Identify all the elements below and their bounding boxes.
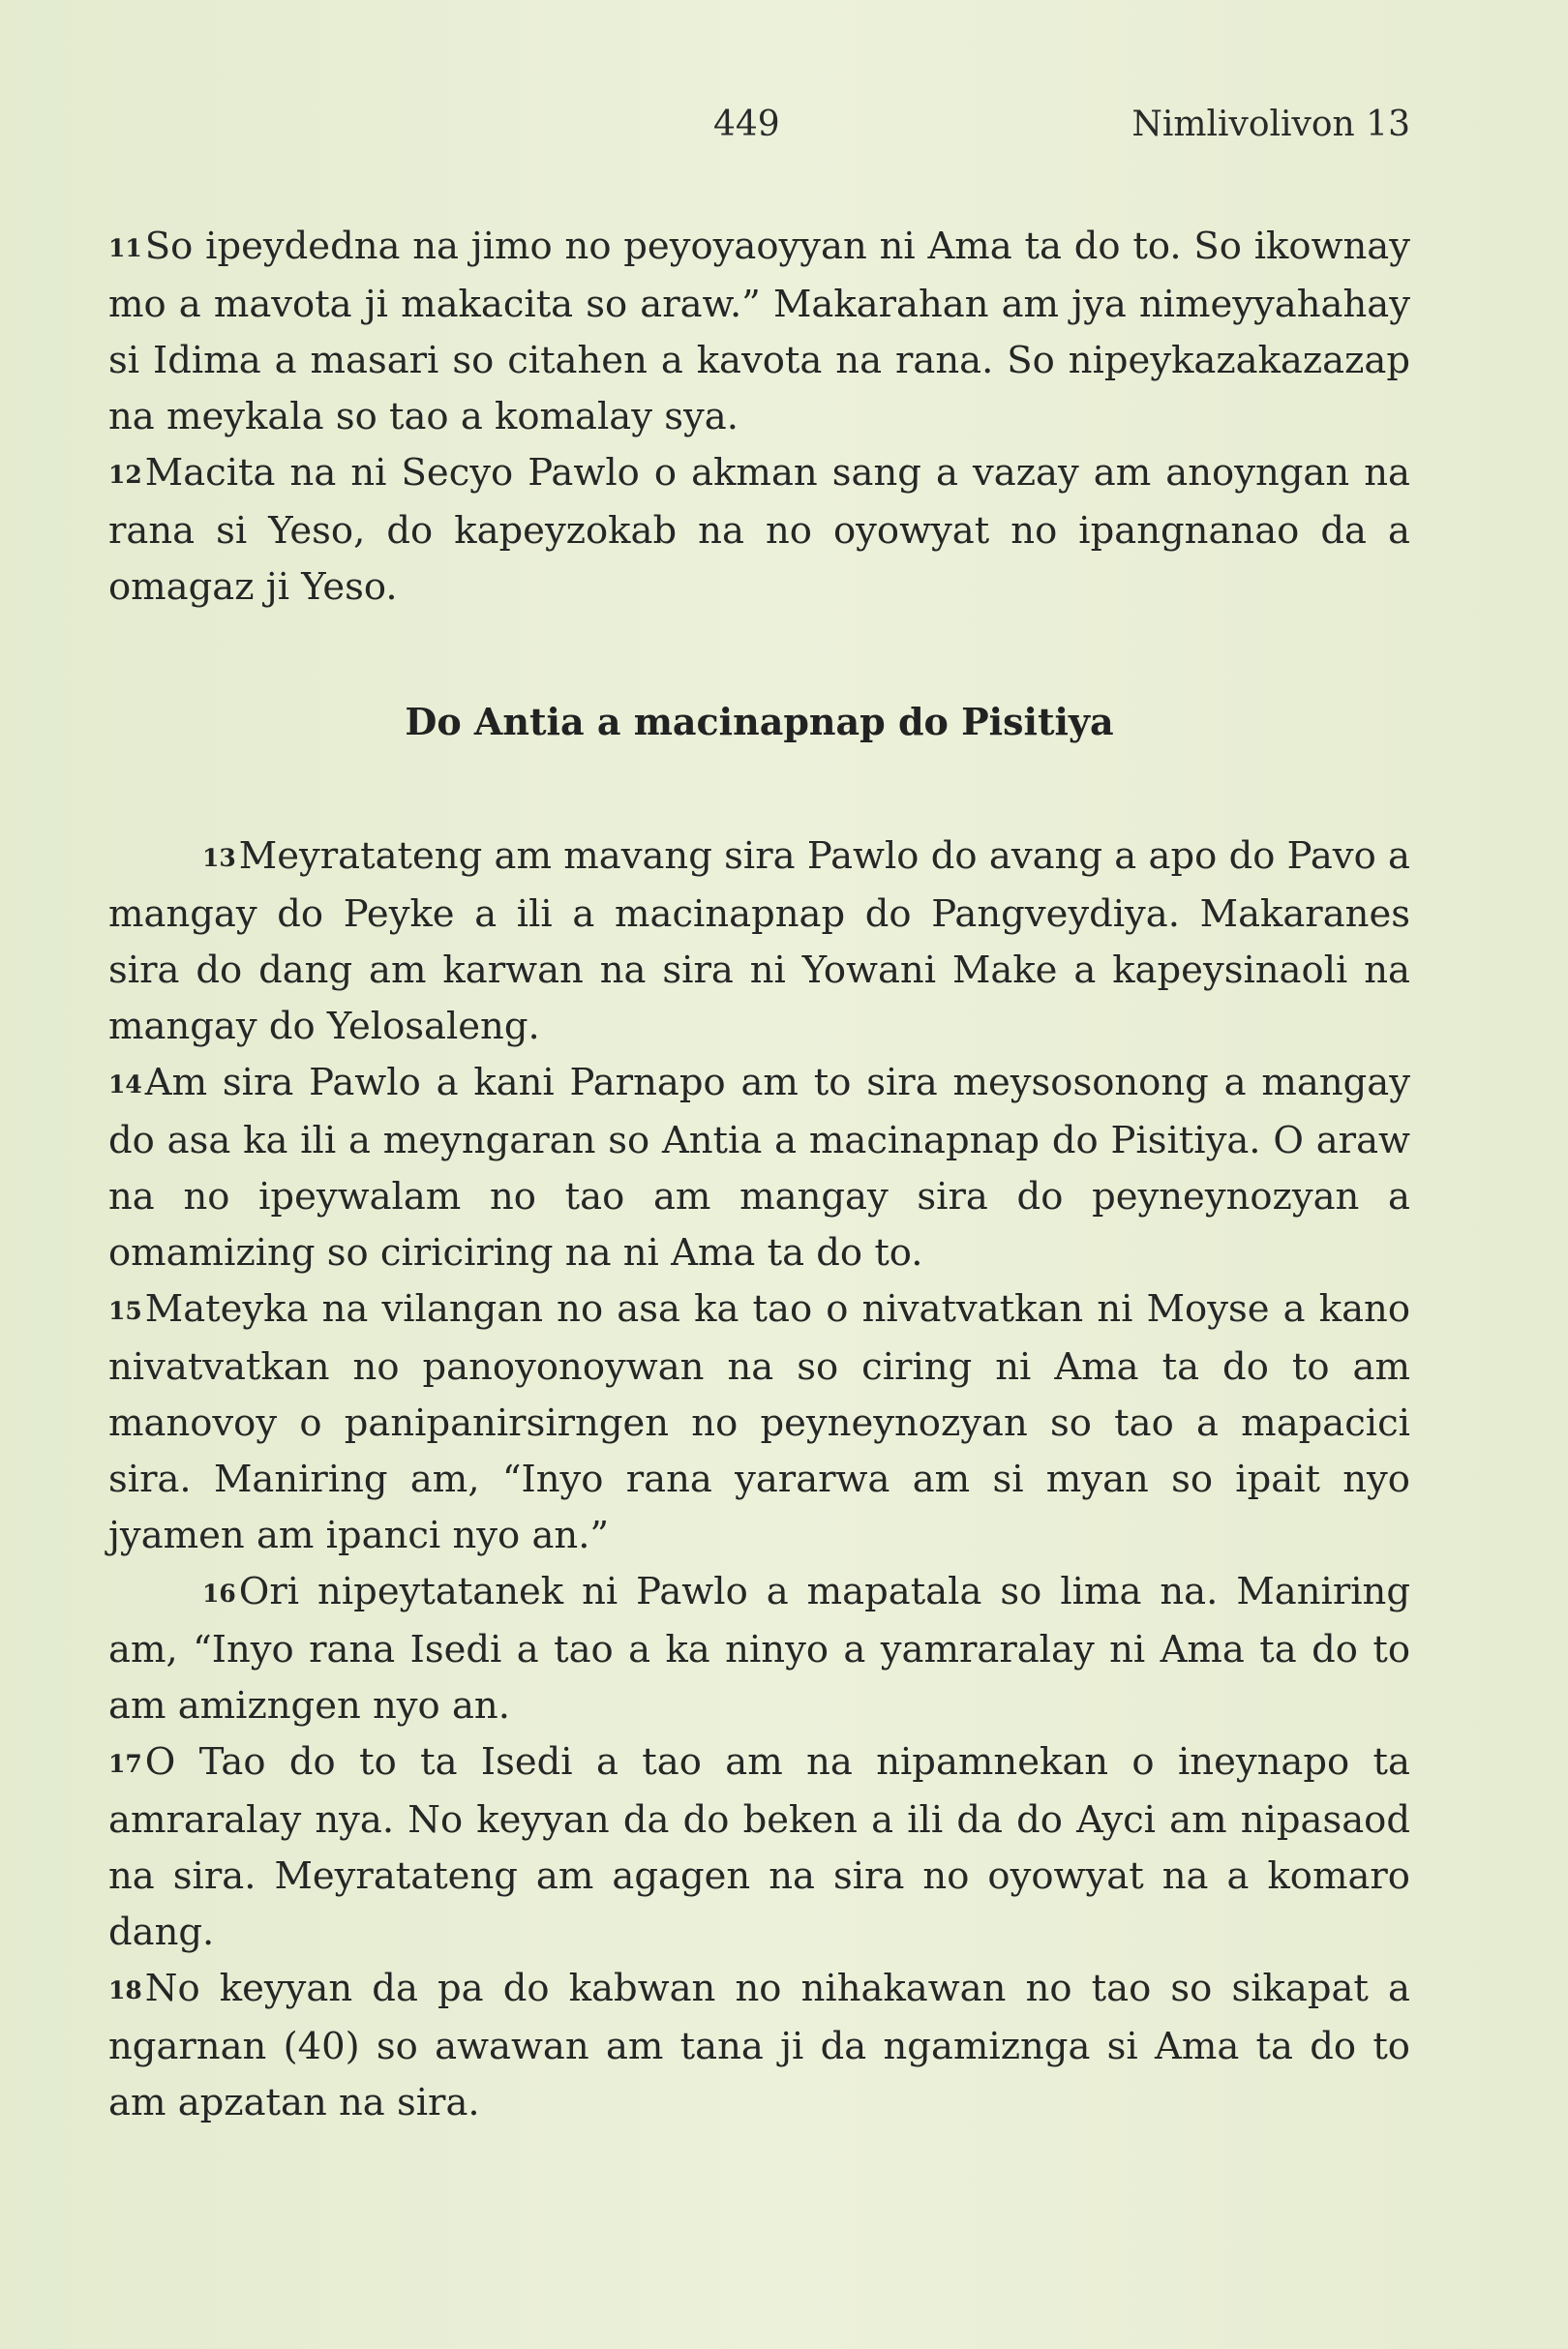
verse-number: 18 <box>108 1976 142 2004</box>
verse-17 <box>108 1734 1410 1961</box>
verse-text: Macita na ni Secyo Pawlo o akman sang a vazay am anoyngan na rana si Yeso, do kapeyzokab na no oyowyat no ipangnanao da a omagaz ji Yeso. <box>108 451 1410 609</box>
verse-text: So ipeydedna na jimo no peyoyaoyyan ni Ama ta do to. So ikownay mo a mavota ji makacita so araw.” Makarahan am jya nimeyyahahay si Idima a masari so citahen a kavota na rana. So nipeykazakazazap na meykala so tao a komalay sya. <box>108 225 1410 438</box>
verse-18 <box>108 1961 1410 2131</box>
verse-12 <box>108 445 1410 616</box>
verse-text: Am sira Pawlo a kani Parnapo am to sira meysosonong a mangay do asa ka ili a meyngaran so Antia a macinapnap do Pisitiya. O araw na no ipeywalam no tao am mangay sira do peyneynozyan a omamizing so ciriciring na ni Ama ta do to. <box>108 1061 1410 1275</box>
verse-13 <box>108 828 1410 1055</box>
verse-text: Meyratateng am mavang sira Pawlo do avang a apo do Pavo a mangay do Peyke a ili a macinapnap do Pangveydiya. Makaranes sira do dang am karwan na sira ni Yowani Make a kapeysinaoli na mangay do Yelosaleng. <box>108 834 1410 1048</box>
verse-number: 17 <box>108 1750 142 1778</box>
verse-number: 14 <box>108 1070 142 1099</box>
verse-text: Ori nipeytatanek ni Pawlo a mapatala so lima na. Maniring am, “Inyo rana Isedi a tao a ka ninyo a yamraralay ni Ama ta do to am amizngen nyo an. <box>108 1570 1410 1728</box>
verse-16 <box>108 1564 1410 1734</box>
body-text <box>108 219 1410 2131</box>
verse-text: Mateyka na vilangan no asa ka tao o nivatvatkan ni Moyse a kano nivatvatkan no panoyonoywan na so ciring ni Ama ta do to am manovoy o panipanirsirngen no peyneynozyan so tao a mapacici sira. Maniring am, “Inyo rana yararwa am si myan so ipait nyo jyamen am ipanci nyo an.” <box>108 1287 1410 1557</box>
page-header <box>108 105 1410 163</box>
section-heading: Do Antia a macinapnap do Pisitiya <box>405 700 1114 743</box>
verse-15 <box>108 1281 1410 1564</box>
page-number: 449 <box>713 105 780 144</box>
verse-text: O Tao do to ta Isedi a tao am na nipamnekan o ineynapo ta amraralay nya. No keyyan da do beken a ili da do Ayci am nipasaod na sira. Meyratateng am agagen na sira no oyowyat na a komaro dang. <box>108 1740 1410 1954</box>
verse-text: No keyyan da pa do kabwan no nihakawan no tao so sikapat a ngarnan (40) so awawan am tana ji da ngamizngа si Ama ta do to am apzatan na sira. <box>108 1967 1410 2124</box>
verse-number: 11 <box>108 234 142 262</box>
verse-number: 13 <box>202 844 236 872</box>
verse-number: 15 <box>108 1297 142 1325</box>
verse-11 <box>108 219 1410 445</box>
running-head: Nimlivolivon 13 <box>1131 105 1410 144</box>
verse-14 <box>108 1055 1410 1281</box>
verse-number: 16 <box>202 1580 236 1608</box>
verse-number: 12 <box>108 461 142 489</box>
